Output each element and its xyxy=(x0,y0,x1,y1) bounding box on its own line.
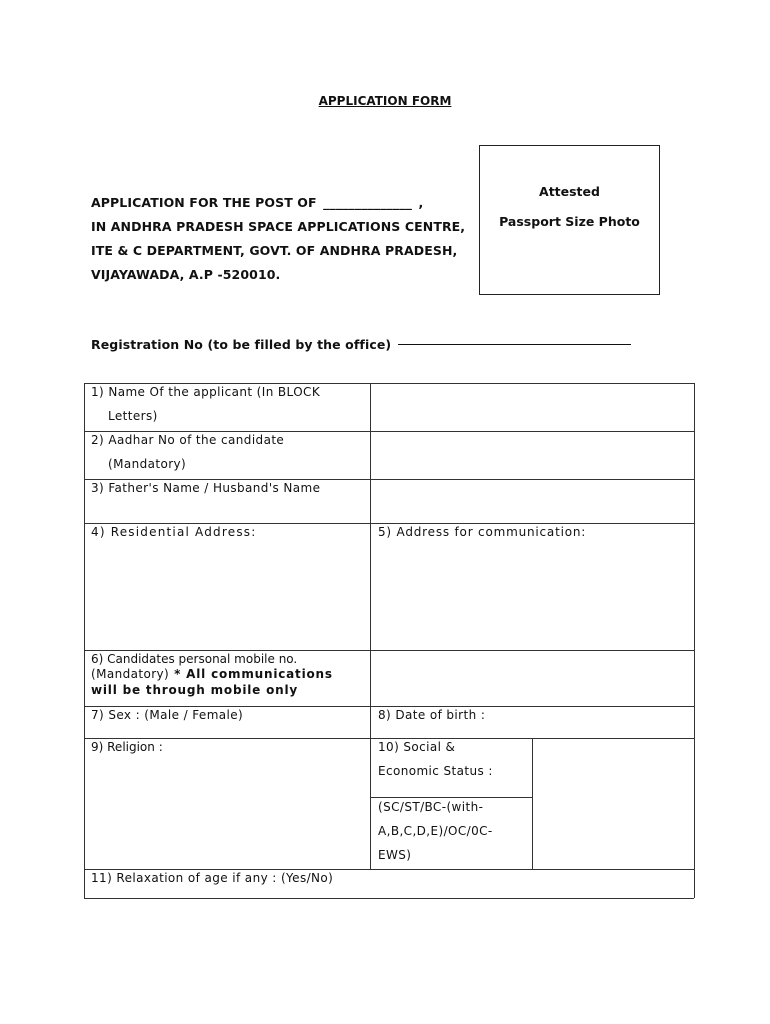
field-label-dob: 8) Date of birth : xyxy=(378,708,486,722)
field-label-communication-address: 5) Address for communication: xyxy=(378,525,587,539)
column-divider xyxy=(370,383,371,869)
mobile-note-cont: will be through mobile only xyxy=(91,683,299,697)
mobile-input[interactable] xyxy=(372,652,692,705)
org-line-1: IN ANDHRA PRADESH SPACE APPLICATIONS CENTRE, xyxy=(91,219,466,234)
post-blank[interactable]: ______________ xyxy=(323,195,413,210)
aadhar-input[interactable] xyxy=(372,433,692,478)
table-border-bottom xyxy=(84,898,694,899)
post-comma: , xyxy=(418,195,424,210)
field-label-aadhar-cont: (Mandatory) xyxy=(108,457,187,471)
field-label-mobile: 6) Candidates personal mobile no. xyxy=(91,652,298,666)
registration-blank[interactable] xyxy=(398,344,631,345)
form-title: APPLICATION FORM xyxy=(318,94,452,108)
field-label-aadhar: 2) Aadhar No of the candidate xyxy=(91,433,285,447)
org-line-2: ITE & C DEPARTMENT, GOVT. OF ANDHRA PRADESH, xyxy=(91,243,458,258)
field-label-father-husband: 3) Father's Name / Husband's Name xyxy=(91,481,321,495)
field-label-name-cont: Letters) xyxy=(108,409,158,423)
column-divider xyxy=(532,738,533,869)
field-label-sex: 7) Sex : (Male / Female) xyxy=(91,708,244,722)
field-label-social-status-cont: Economic Status : xyxy=(378,764,493,778)
category-option-line3: EWS) xyxy=(378,848,412,862)
name-input[interactable] xyxy=(372,385,692,430)
table-border-right xyxy=(694,383,695,898)
org-line-3: VIJAYAWADA, A.P -520010. xyxy=(91,267,281,282)
field-label-religion: 9) Religion : xyxy=(91,740,163,754)
residential-address-input[interactable] xyxy=(86,545,368,648)
field-label-mobile-line2 xyxy=(91,667,333,682)
photo-label-size: Passport Size Photo xyxy=(499,214,640,229)
photo-label-attested: Attested xyxy=(539,184,600,199)
photo-box[interactable] xyxy=(479,145,660,295)
field-label-social-status: 10) Social & xyxy=(378,740,456,754)
category-option-line2: A,B,C,D,E)/OC/0C- xyxy=(378,824,493,838)
field-label-age-relaxation: 11) Relaxation of age if any : (Yes/No) xyxy=(91,871,334,885)
religion-input[interactable] xyxy=(86,760,368,867)
field-label-residential-address: 4) Residential Address: xyxy=(91,525,257,539)
field-label-name: 1) Name Of the applicant (In BLOCK xyxy=(91,385,321,399)
category-option-line1: (SC/ST/BC-(with- xyxy=(378,800,484,814)
table-border-left xyxy=(84,383,85,898)
registration-label: Registration No (to be filled by the office) xyxy=(91,337,392,352)
post-line xyxy=(91,195,423,210)
father-husband-name-input[interactable] xyxy=(372,481,692,522)
social-status-input[interactable] xyxy=(534,740,692,867)
communication-address-input[interactable] xyxy=(372,545,692,648)
mobile-note: * All communications xyxy=(169,667,333,681)
mobile-mandatory: (Mandatory) xyxy=(91,667,170,681)
post-label: APPLICATION FOR THE POST OF xyxy=(91,195,317,210)
row-divider xyxy=(84,650,694,651)
